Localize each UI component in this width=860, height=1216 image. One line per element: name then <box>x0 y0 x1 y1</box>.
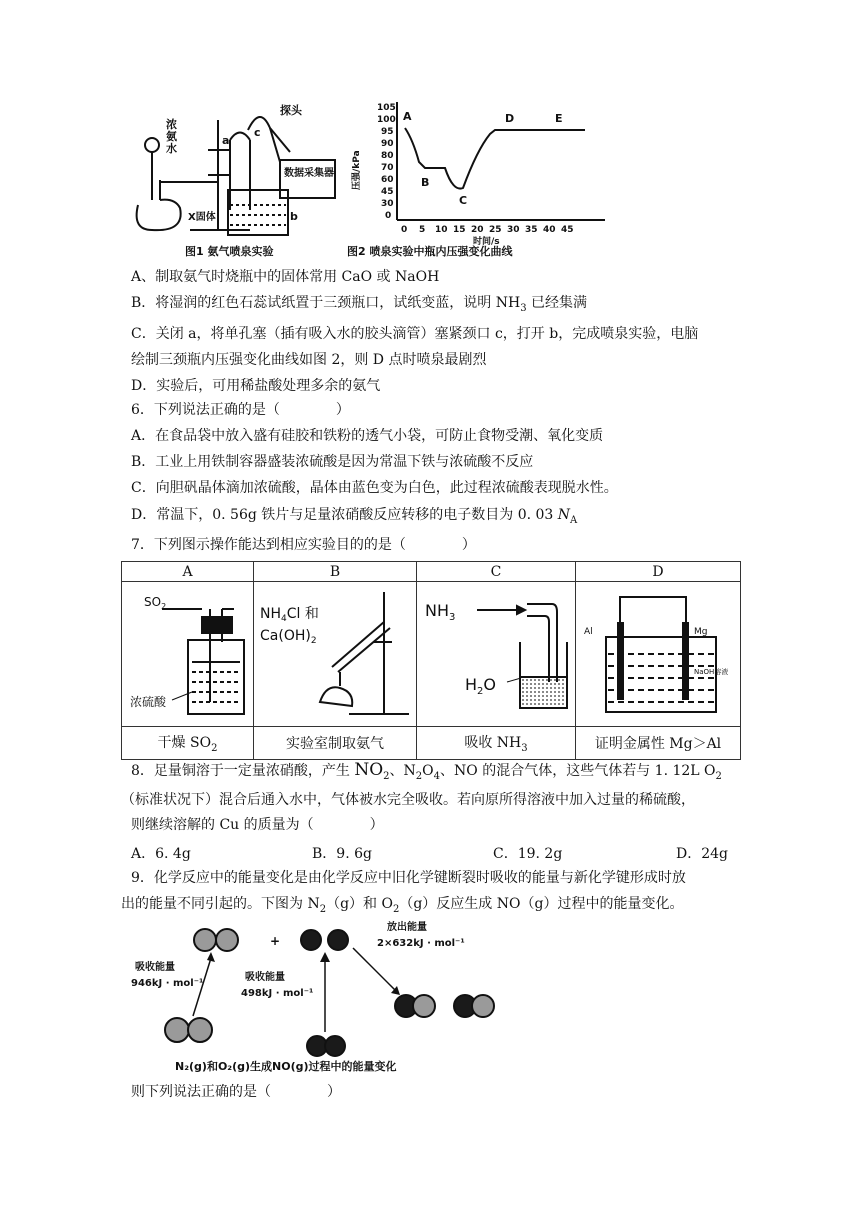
svg-text:10: 10 <box>435 225 448 235</box>
q7-header-b: B <box>254 562 417 582</box>
svg-text:25: 25 <box>489 225 502 235</box>
svg-text:NH3: $NH_3$ <box>425 601 456 623</box>
svg-text:A: A <box>403 110 412 123</box>
svg-text:NH4Cl 和: $NH_4Cl$ 和 <box>260 606 319 624</box>
q9-figure-caption: N₂(g)和O₂(g)生成NO(g)过程中的能量变化 <box>175 1060 397 1073</box>
svg-text:D: D <box>505 112 515 125</box>
q6-stem: 6．下列说法正确的是（ ） <box>131 402 350 418</box>
q5-option-a: A、制取氨气时烧瓶中的固体常用 CaO 或 NaOH <box>131 269 440 285</box>
q7-caption-d: 证明金属性 Mg＞Al <box>576 727 741 760</box>
svg-text:30: 30 <box>381 199 394 209</box>
q6-option-c: C．向胆矾晶体滴加浓硫酸，晶体由蓝色变为白色，此过程浓硫酸表现脱水性。 <box>131 480 618 496</box>
svg-text:C: C <box>459 194 468 207</box>
figure-1-caption: 图1 氨气喷泉实验 <box>185 245 274 258</box>
label-conc-sulfuric-acid: 浓硫酸 <box>130 695 167 709</box>
svg-text:Mg: Mg <box>694 627 708 637</box>
svg-text:Ca(OH)2: $Ca(OH)_2$ <box>260 628 317 646</box>
release-energy-title: 放出能量 <box>387 922 427 933</box>
svg-text:60: 60 <box>381 175 394 185</box>
q7-figure-d <box>576 582 741 727</box>
svg-text:b: b <box>290 210 298 223</box>
q5-option-b: B．将湿润的红色石蕊试纸置于三颈瓶口，试纸变蓝，说明 $NH_3$ 已经集满 <box>131 295 588 314</box>
q7-caption-b: 实验室制取氨气 <box>254 727 417 760</box>
svg-text:40: 40 <box>543 225 556 235</box>
svg-text:95: 95 <box>381 127 394 137</box>
q9-stem-line1: 9．化学反应中的能量变化是由化学反应中旧化学键断裂时吸收的能量与新化学键形成时放 <box>131 870 686 886</box>
q8-option-b: B．9. 6g <box>312 846 372 862</box>
q8-stem-line1: 8．足量铜溶于一定量浓硝酸，产生 $NO_2$、$N_2O_4$、NO 的混合气体，这些气体若与 1. 12L $O_2$ <box>131 760 722 782</box>
q7-figure-c <box>417 582 576 727</box>
svg-text:0: 0 <box>401 225 408 235</box>
svg-text:B: B <box>421 176 430 189</box>
figure-1-ammonia-fountain <box>130 100 345 260</box>
svg-text:80: 80 <box>381 151 394 161</box>
svg-text:90: 90 <box>381 139 394 149</box>
svg-text:30: 30 <box>507 225 520 235</box>
q9-tail: 则下列说法正确的是（ ） <box>131 1084 341 1100</box>
release-energy-value: 2×632kJ · mol⁻¹ <box>377 938 465 949</box>
fig2-xlabel: 时间/s <box>473 237 500 247</box>
q5-option-c-line2: 绘制三颈瓶内压强变化曲线如图 2，则 D 点时喷泉最剧烈 <box>131 352 487 368</box>
fig2-ylabel: 压强/kPa <box>352 150 362 190</box>
q7-header-a: A <box>122 562 254 582</box>
label-conc-ammonia-1: 浓 <box>166 118 177 131</box>
svg-text:氨: 氨 <box>166 130 177 143</box>
svg-text:20: 20 <box>471 225 484 235</box>
q9-stem-line2: 出的能量不同引起的。下图为 $N_2(g)$和 $O_2(g)$反应生成 NO（g）过程中的能量变化。 <box>121 896 684 915</box>
svg-text:Al: Al <box>584 627 593 637</box>
svg-text:5: 5 <box>419 225 426 235</box>
q8-stem-line3: 则继续溶解的 Cu 的质量为（ ） <box>131 817 384 833</box>
absorb-energy-1-title: 吸收能量 <box>135 962 175 973</box>
svg-text:c: c <box>254 126 261 139</box>
q6-option-b: B．工业上用铁制容器盛装浓硫酸是因为常温下铁与浓硫酸不反应 <box>131 454 534 470</box>
q7-table <box>121 561 741 760</box>
q8-option-c: C．19. 2g <box>493 846 563 862</box>
q5-option-d: D．实验后，可用稀盐酸处理多余的氨气 <box>131 378 381 394</box>
q7-caption-a: 干燥 $SO_2$ <box>122 727 254 760</box>
svg-text:35: 35 <box>525 225 538 235</box>
svg-text:45: 45 <box>381 187 394 197</box>
label-probe: 探头 <box>280 104 302 117</box>
figure-q9-energy-change <box>125 918 525 1076</box>
figure-2-caption: 图2 喷泉实验中瓶内压强变化曲线 <box>347 245 513 258</box>
absorb-energy-2-title: 吸收能量 <box>245 972 285 983</box>
svg-text:+: + <box>270 934 281 948</box>
svg-text:15: 15 <box>453 225 466 235</box>
q5-option-c-line1: C．关闭 a，将单孔塞（插有吸入水的胶头滴管）塞紧颈口 c，打开 b，完成喷泉实验，电脑 <box>131 326 699 342</box>
q7-caption-c: 吸收 $NH_3$ <box>417 727 576 760</box>
svg-text:H2O: $H_2O$ <box>465 675 496 697</box>
svg-text:a: a <box>222 134 230 147</box>
q7-header-c: C <box>417 562 576 582</box>
q7-header-d: D <box>576 562 741 582</box>
svg-text:E: E <box>555 112 563 125</box>
svg-text:水: 水 <box>166 142 177 155</box>
svg-text:NaOH溶液: NaOH溶液 <box>694 668 729 676</box>
label-data-collector: 数据采集器 <box>284 168 334 179</box>
q8-stem-line2: （标准状况下）混合后通入水中，气体被水完全吸收。若向原所得溶液中加入过量的稀硫酸， <box>121 792 695 808</box>
label-solid: X固体 <box>188 212 216 223</box>
q8-option-a: A．6. 4g <box>131 846 191 862</box>
absorb-energy-2-value: 498kJ · mol⁻¹ <box>241 988 314 999</box>
svg-text:0: 0 <box>385 211 392 221</box>
q6-option-a: A．在食品袋中放入盛有硅胶和铁粉的透气小袋，可防止食物受潮、氧化变质 <box>131 428 604 444</box>
q8-option-d: D．24g <box>676 846 729 862</box>
svg-text:70: 70 <box>381 163 394 173</box>
q7-stem: 7．下列图示操作能达到相应实验目的的是（ ） <box>131 537 476 553</box>
q7-figure-a <box>122 582 254 727</box>
svg-text:105: 105 <box>377 103 396 113</box>
figure-2-pressure-curve <box>345 100 615 260</box>
q6-option-d: D．常温下，0. 56g 铁片与足量浓硝酸反应转移的电子数目为 0. 03 $N_A$ <box>131 507 578 526</box>
svg-text:45: 45 <box>561 225 574 235</box>
q7-figure-b <box>254 582 417 727</box>
svg-text:SO2: $SO_2$ <box>144 595 167 611</box>
svg-text:100: 100 <box>377 115 396 125</box>
absorb-energy-1-value: 946kJ · mol⁻¹ <box>131 978 204 989</box>
